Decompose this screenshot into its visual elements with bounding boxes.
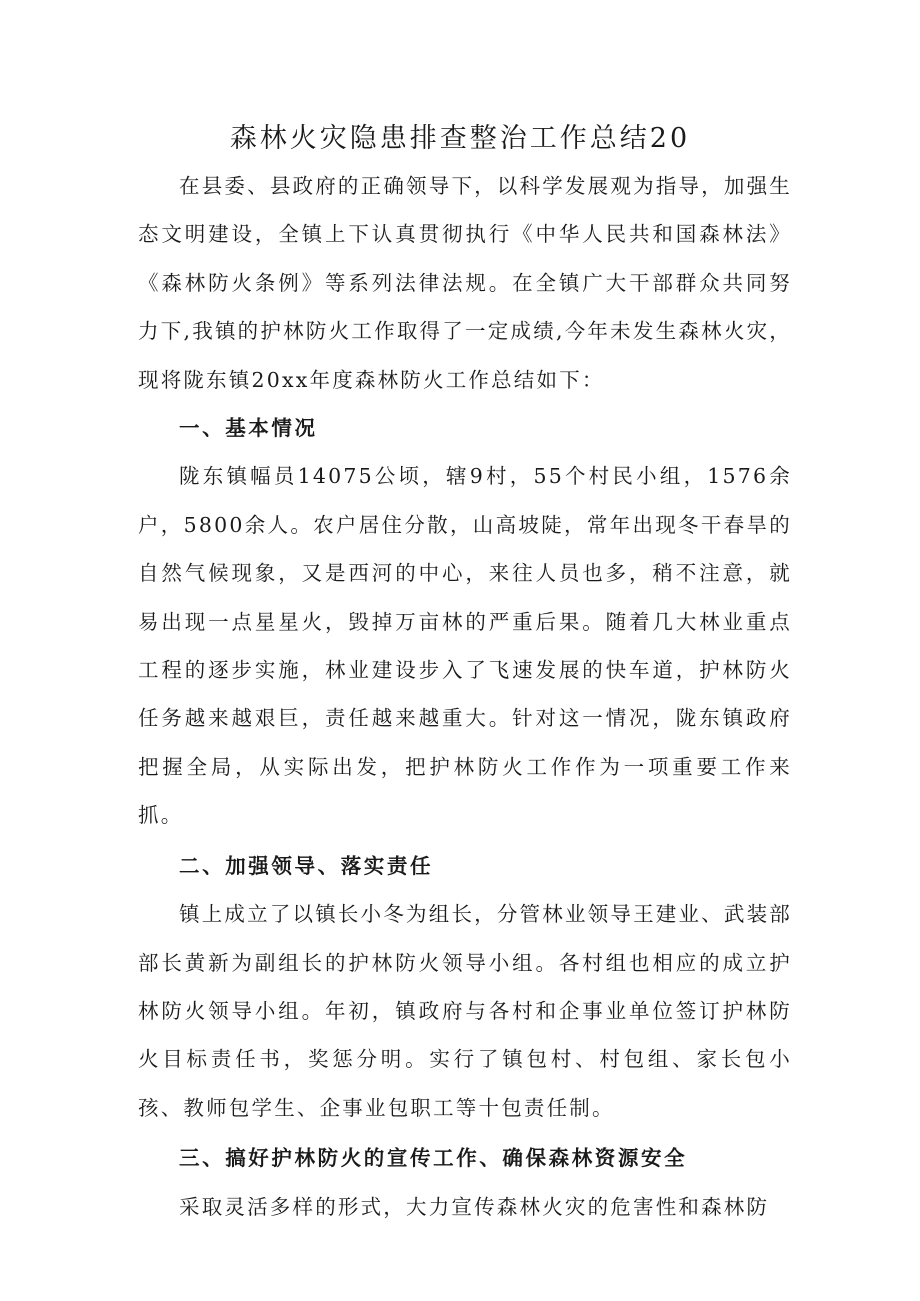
document-body <box>138 162 792 1231</box>
section-heading-publicity: 三、搞好护林防火的宣传工作、确保森林资源安全 <box>179 1146 688 1171</box>
intro-paragraph: 在县委、县政府的正确领导下，以科学发展观为指导，加强生态文明建设，全镇上下认真贯彻执行《中华人民共和国森林法》《森林防火条例》等系列法律法规。在全镇广大干部群众共同努力下,我镇的护林防火工作取得了一定成绩,今年未发生森林火灾，现将陇东镇20xx年度森林防火工作总结如下： <box>138 174 792 392</box>
document-title: 森林火灾隐患排查整治工作总结20 <box>229 123 691 154</box>
section-paragraph-basic-situation: 陇东镇幅员14075公顷，辖9村，55个村民小组，1576余户，5800余人。农户居住分散，山高坡陡，常年出现冬干春旱的自然气候现象，又是西河的中心，来往人员也多，稍不注意，就易出现一点星星火，毁掉万亩林的严重后果。随着几大林业重点工程的逐步实施，林业建设步入了飞速发展的快车道，护林防火任务越来越艰巨，责任越来越重大。针对这一情况，陇东镇政府把握全局，从实际出发，把护林防火工作作为一项重要工作来抓。 <box>138 464 792 828</box>
section-paragraph-publicity: 采取灵活多样的形式，大力宣传森林火灾的危害性和森林防 <box>179 1194 770 1219</box>
section-heading-basic-situation: 一、基本情况 <box>179 416 318 441</box>
section-heading-leadership: 二、加强领导、落实责任 <box>179 853 434 878</box>
section-paragraph-leadership: 镇上成立了以镇长小冬为组长，分管林业领导王建业、武装部部长黄新为副组长的护林防火领导小组。各村组也相应的成立护林防火领导小组。年初，镇政府与各村和企事业单位签订护林防火目标责任书，奖惩分明。实行了镇包村、村包组、家长包小孩、教师包学生、企事业包职工等十包责任制。 <box>138 902 792 1120</box>
